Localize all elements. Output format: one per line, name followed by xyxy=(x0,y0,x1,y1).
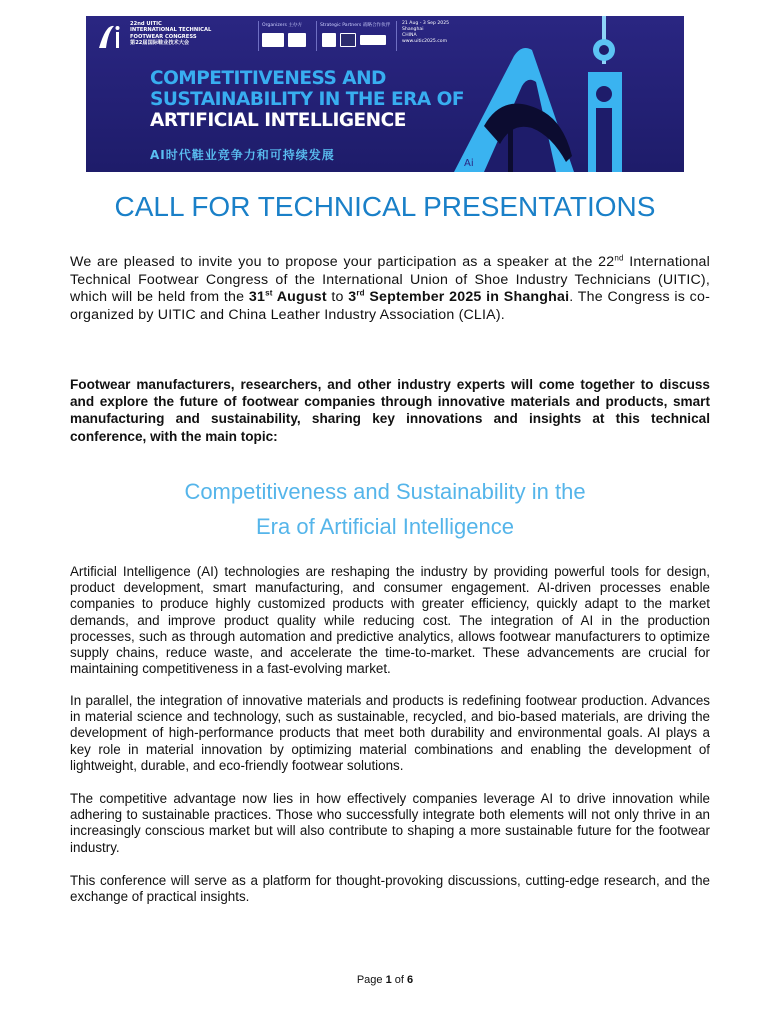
page-word: Page xyxy=(356,974,386,986)
ordinal-suffix: rd xyxy=(356,288,365,298)
event-dates: 21 Aug - 3 Sep 2025 Shanghai CHINA www.uitic2025.com xyxy=(402,21,450,44)
artwork-letters: Ai xyxy=(464,158,474,169)
end-date-location: September 2025 in Shanghai xyxy=(364,289,570,306)
current-page: 1 xyxy=(385,974,392,986)
headline-line-2: SUSTAINABILITY IN THE ERA OF xyxy=(150,89,464,110)
congress-name: 22nd UITIC INTERNATIONAL TECHNICAL FOOTWEAR CONGRESS 第22届国际鞋业技术大会 xyxy=(130,21,212,47)
body-paragraph: The competitive advantage now lies in how effectively companies leverage AI to drive innovation while adhering to sustainable practices. Those who successfully integrate both elements will not only thrive in an increasingly conscious market but will also contribute to shaping a more sustainable future for the footwear industry. xyxy=(70,791,710,855)
intro-text: . The Congress is co-organized by UITIC and China Leather Industry Association (CLIA). xyxy=(70,289,710,323)
intro-text: We are pleased to invite you to propose your participation as a speaker at the 22 xyxy=(70,254,615,270)
banner-headline xyxy=(150,68,464,131)
ordinal-suffix: nd xyxy=(614,253,624,263)
body-paragraph: This conference will serve as a platform for thought-provoking discussions, cutting-edge research, and the exchange of practical insights. xyxy=(70,873,710,905)
partner-badge-icon xyxy=(340,33,356,47)
headline-line-3: ARTIFICIAL INTELLIGENCE xyxy=(150,110,406,131)
banner-divider xyxy=(258,21,259,51)
main-topic-line-1: Competitiveness and Sustainability in the xyxy=(184,479,586,504)
aoda-logo-icon xyxy=(360,35,386,45)
partner-qr-icon xyxy=(322,33,336,47)
banner-subtitle-chinese: AI时代鞋业竞争力和可持续发展 xyxy=(150,148,335,162)
ai-logo-icon xyxy=(96,22,128,52)
start-date: 31 xyxy=(248,289,266,306)
uitic-logo-icon xyxy=(262,33,284,47)
highlight-paragraph: Footwear manufacturers, researchers, and other industry experts will come together to discuss and explore the future of footwear companies through innovative materials and products, smart manufacturing and sustainability, sharing key innovations and insights at this technical conference, with the main topic: xyxy=(70,377,710,444)
end-date: 3 xyxy=(348,289,357,306)
body-paragraph: In parallel, the integration of innovative materials and products is redefining footwear production. Advances in material science and technology, such as sustainable, recycled, and bio-based materials, are driving the development of high-performance products that meet both durability and environmental goals. AI plays a key role in material innovation by optimizing material combinations and enabling the development of lightweight, durable, and eco-friendly footwear solutions. xyxy=(70,693,710,773)
strategic-partners-label: Strategic Partners 战略合作伙伴 xyxy=(320,23,391,28)
intro-text: International Technical Footwear Congress of the International Union of Shoe Industry Technicians (UITIC), which will be held from the xyxy=(70,254,710,306)
start-month: August xyxy=(272,289,327,306)
clia-logo-icon xyxy=(288,33,306,47)
body-paragraph: Artificial Intelligence (AI) technologies are reshaping the industry by providing powerful tools for design, product development, smart manufacturing, and consumer engagement. AI-driven processes enable companies to produce highly customized products with greater efficiency, quickly adapt to the market demands, and improve product quality while reducing cost. The integration of AI in the production processes, such as through automation and predictive analytics, allows footwear manufacturers to optimize supply chains, reduce waste, and accelerate the time-to-market. These advancements are crucial for maintaining competitiveness in a fast-evolving market. xyxy=(70,564,710,677)
ai-shoe-tower-artwork-icon xyxy=(424,16,684,172)
page-title: CALL FOR TECHNICAL PRESENTATIONS xyxy=(114,191,656,222)
banner-divider xyxy=(396,21,397,51)
main-topic-line-2: Era of Artificial Intelligence xyxy=(255,514,515,539)
of-word: of xyxy=(391,974,408,986)
page-number xyxy=(0,974,770,986)
congress-banner xyxy=(86,16,684,172)
organizers-label: Organizers 主办方 xyxy=(262,23,303,28)
intro-paragraph xyxy=(70,254,710,324)
ordinal-suffix: st xyxy=(265,288,273,298)
banner-divider xyxy=(316,21,317,51)
total-pages: 6 xyxy=(407,974,414,986)
headline-line-1: COMPETITIVENESS AND xyxy=(150,68,386,89)
intro-text: to xyxy=(326,289,349,306)
